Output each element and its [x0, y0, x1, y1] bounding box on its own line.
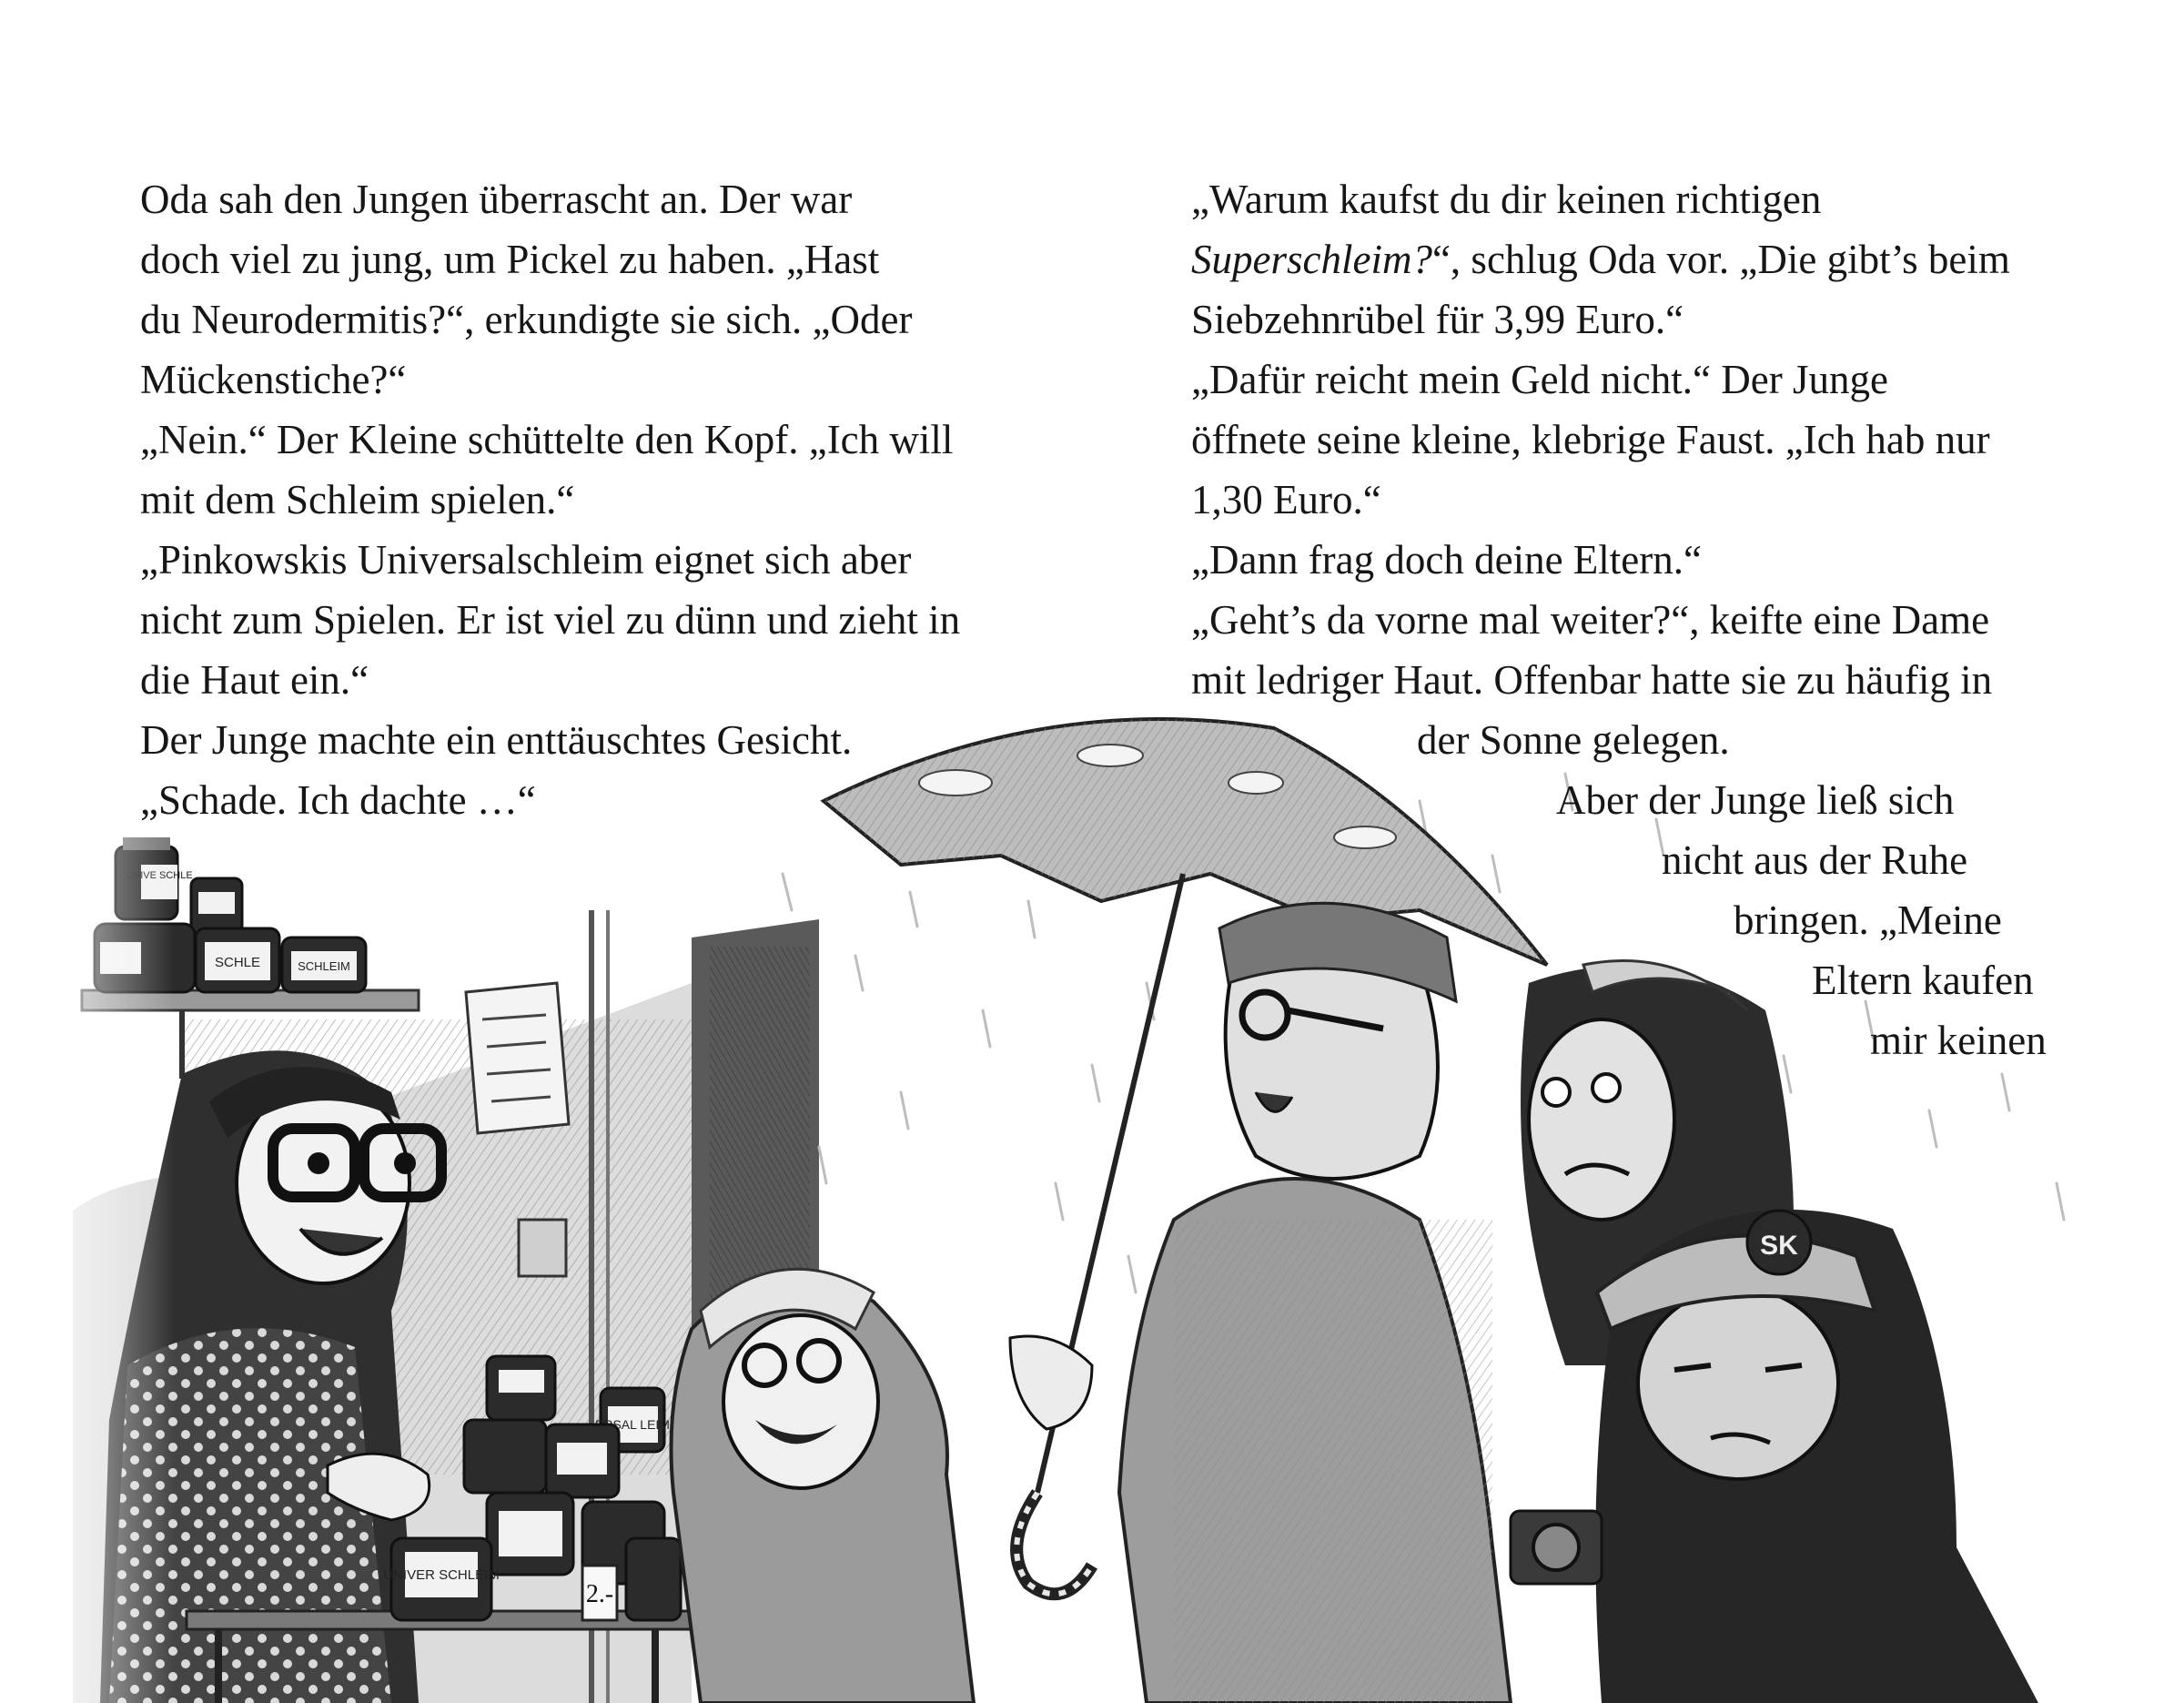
wrapped-text-line: Aber der Junge ließ sich	[1556, 777, 1955, 823]
text-line: Siebzehnrübel für 3,99 Euro.“	[1191, 297, 1684, 342]
text-line: 1,30 Euro.“	[1191, 477, 1381, 522]
text-line: du Neurodermitis?“, erkundigte sie sich. „Oder	[140, 297, 913, 342]
wrapped-text-line: nicht aus der Ruhe	[1662, 837, 1968, 883]
text-line: Mückenstiche?“	[140, 357, 407, 402]
wrapped-text-line: mir keinen	[1870, 1018, 2047, 1063]
text-line: Superschleim?“, schlug Oda vor. „Die gibt’s beim	[1191, 237, 2010, 282]
wrapped-text-line: bringen. „Meine	[1734, 897, 2002, 943]
text-line: doch viel zu jung, um Pickel zu haben. „Hast	[140, 237, 880, 282]
text-line: mit ledriger Haut. Offenbar hatte sie zu häufig in	[1191, 657, 1993, 703]
right-text-column	[1191, 169, 2010, 710]
text-line: „Warum kaufst du dir keinen richtigen	[1191, 177, 1822, 222]
left-text-column	[140, 169, 960, 830]
text-line: Der Junge machte ein enttäuschtes Gesicht.	[140, 717, 853, 763]
text-line: „Geht’s da vorne mal weiter?“, keifte eine Dame	[1191, 597, 1990, 643]
italic-term: Superschleim?	[1191, 237, 1432, 282]
text-line: nicht zum Spielen. Er ist viel zu dünn und zieht in	[140, 597, 961, 643]
text-line: „Nein.“ Der Kleine schüttelte den Kopf. „Ich will	[140, 417, 954, 462]
text-line: Oda sah den Jungen überrascht an. Der war	[140, 177, 853, 222]
text-line: mit dem Schleim spielen.“	[140, 477, 575, 522]
text-line: öffnete seine kleine, klebrige Faust. „Ich hab nur	[1191, 417, 1990, 462]
text-line: „Pinkowskis Universalschleim eignet sich aber	[140, 537, 912, 583]
text-line: „Schade. Ich dachte …“	[140, 777, 536, 823]
wrapped-text-line: der Sonne gelegen.	[1417, 717, 1730, 763]
text-line: die Haut ein.“	[140, 657, 369, 703]
text-line: „Dafür reicht mein Geld nicht.“ Der Junge	[1191, 357, 1888, 402]
wrapped-text-line: Eltern kaufen	[1812, 958, 2034, 1003]
text-line: „Dann frag doch deine Eltern.“	[1191, 537, 1702, 583]
